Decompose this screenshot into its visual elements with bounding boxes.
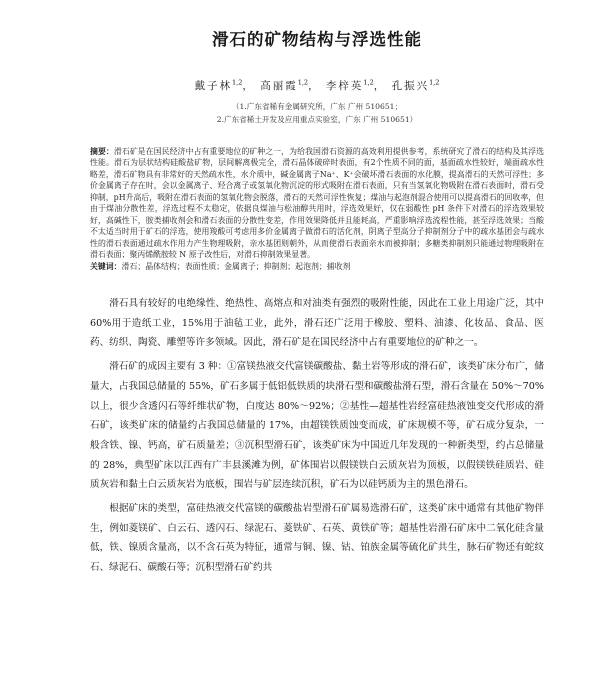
abstract-label: 摘要： — [90, 147, 114, 156]
keywords-label: 关键词： — [90, 261, 122, 271]
abstract-text: 滑石矿是在国民经济中占有重要地位的矿种之一，为给我国滑石资源的高效利用提供参考，系统研究了滑石的结构及其浮选性能。滑石为层状结构硅酸盐矿物，层间解离极完全，滑石晶体破碎时表面，有2个性质不同的面，基面疏水性较好，端面疏水性略差，滑石矿物具有非常好的天然疏水性，水介质中，碱金属离子Na⁺、K⁺会破坏滑石表面的水化膜，提高滑石的天然可浮性；多价金属离子存在时，会以金属离子、羟合离子或氢氧化物沉淀的形式吸附在滑石表面，只有当氢氧化物吸附在滑石表面时，滑石受抑制，pH升高后，吸附在滑石表面的氢氧化物会脱落，滑石的天然可浮性恢复；煤油与起泡剂混合使用可以提高滑石的回收率，但由于煤油分散性差，浮选过程不太稳定，依据良煤油与松油醇共用时，浮选效果好，仅在弱酸性 pH 条件下对滑石的浮选效果较好，高碱性下，胺类捕收剂会和滑石表面的分散性变差，作用效果降低并且能耗高，严重影响浮选流程性能，甚至浮选效果；当酸不太适当时用于矿石的浮选，使用羧酸可考虑用多价金属离子做滑石的活化剂，阴离子型高分子抑制剂分子中的疏水基团会与疏水性的滑石表面通过疏水作用力产生物理吸附，亲水基团则朝外，从而使滑石表面亲水而被抑制；多糖类抑制剂只能通过物理吸附在滑石表面；聚丙烯酰胺较 N 原子改性后，对滑石抑制效果显著。 — [90, 147, 544, 260]
author — [326, 80, 374, 92]
affiliation-line: 2.广东省稀土开发及应用重点实验室，广东 广州 510651） — [216, 115, 418, 124]
author — [195, 80, 243, 92]
author-affil-sup: 1,2 — [232, 78, 243, 87]
author-name: 高丽霞 — [260, 80, 298, 92]
body-paragraph: 滑石矿的成因主要有 3 种：①富镁热液交代富镁碳酸盐、黏土岩等形成的滑石矿，该类矿床分布广，储量大，占我国总储量的 55%，矿石多属于低铝低铁质的块滑石型和碳酸盐滑石型，滑石含量在 50%～70%以上，很少含透闪石等纤维状矿物，白度达 80%～92%；②基性—超基性岩经富硅热液蚀变交代形成的滑石矿，该类矿床的储量约占我国总储量的 17%，由超镁铁质蚀变而成，矿床规模不等，矿石成分复杂，一般含铁、镍、钙高，矿石质量差；③沉积型滑石矿，该类矿床为中国近几年发现的一种新类型，约占总储量的 28%，典型矿床以江西有广丰县溪滩为例，矿体围岩以假镁铁白云质灰岩为顶板，以假镁铁硅质岩、硅质灰岩和黏土白云质灰岩为底板，围岩与矿层连续沉积，矿石为以硅钙质为主的黑色滑石。 — [90, 361, 544, 491]
affiliations — [90, 100, 544, 126]
author-name: 孔振兴 — [391, 80, 430, 92]
body-paragraph: 根据矿床的类型，富硅热液交代富镁的碳酸盐岩型滑石矿属易选滑石矿，这类矿床中通常有其他矿物伴生，例如菱镁矿、白云石、透闪石、绿泥石、菱铁矿、石英、黄铁矿等；超基性岩滑石矿床中二氧化硅含量低，铁、镍质含量高，以不含石英为特征，通常与铜、镍、钴、铂族金属等硫化矿共生，脉石矿物还有蛇纹石、绿泥石、碳酸石等；沉积型滑石矿约共 — [90, 503, 544, 574]
author-affil-sup: 1,2 — [297, 78, 309, 87]
body-paragraph: 滑石具有较好的电绝缘性、绝热性、高熔点和对油类有强烈的吸附性能，因此在工业上用途广泛，其中60%用于造纸工业，15%用于油毡工业，此外，滑石还广泛用于橡胶、塑料、油漆、化妆品、食品、医药、纺织、陶瓷、雕塑等许多领域。因此，滑石矿是在国民经济中占有重要地位的矿种之一。 — [90, 297, 544, 349]
author — [392, 80, 440, 92]
author-affil-sup: 1,2 — [363, 78, 374, 87]
keywords-text: 滑石；晶体结构；表面性质；金属离子；抑制剂；起泡剂；捕收剂 — [121, 261, 351, 271]
author — [260, 80, 308, 92]
author-name: 李梓英 — [325, 80, 364, 92]
author-affil-sup: 1,2 — [429, 78, 440, 87]
abstract — [90, 146, 544, 261]
keywords — [90, 261, 544, 272]
affiliation-line: （1.广东省稀有金属研究所，广东 广州 510651； — [231, 102, 403, 111]
author-list: 戴子林$^{1,2}$， 高丽霞$^{1,2}$， 李梓英$^{1,2}$， 孔振兴$^{1,2}$ — [194, 78, 440, 92]
author-name: 戴子林 — [194, 80, 233, 92]
body-text — [90, 294, 544, 578]
paper-title: 滑石的矿物结构与浮选性能 — [212, 30, 422, 49]
